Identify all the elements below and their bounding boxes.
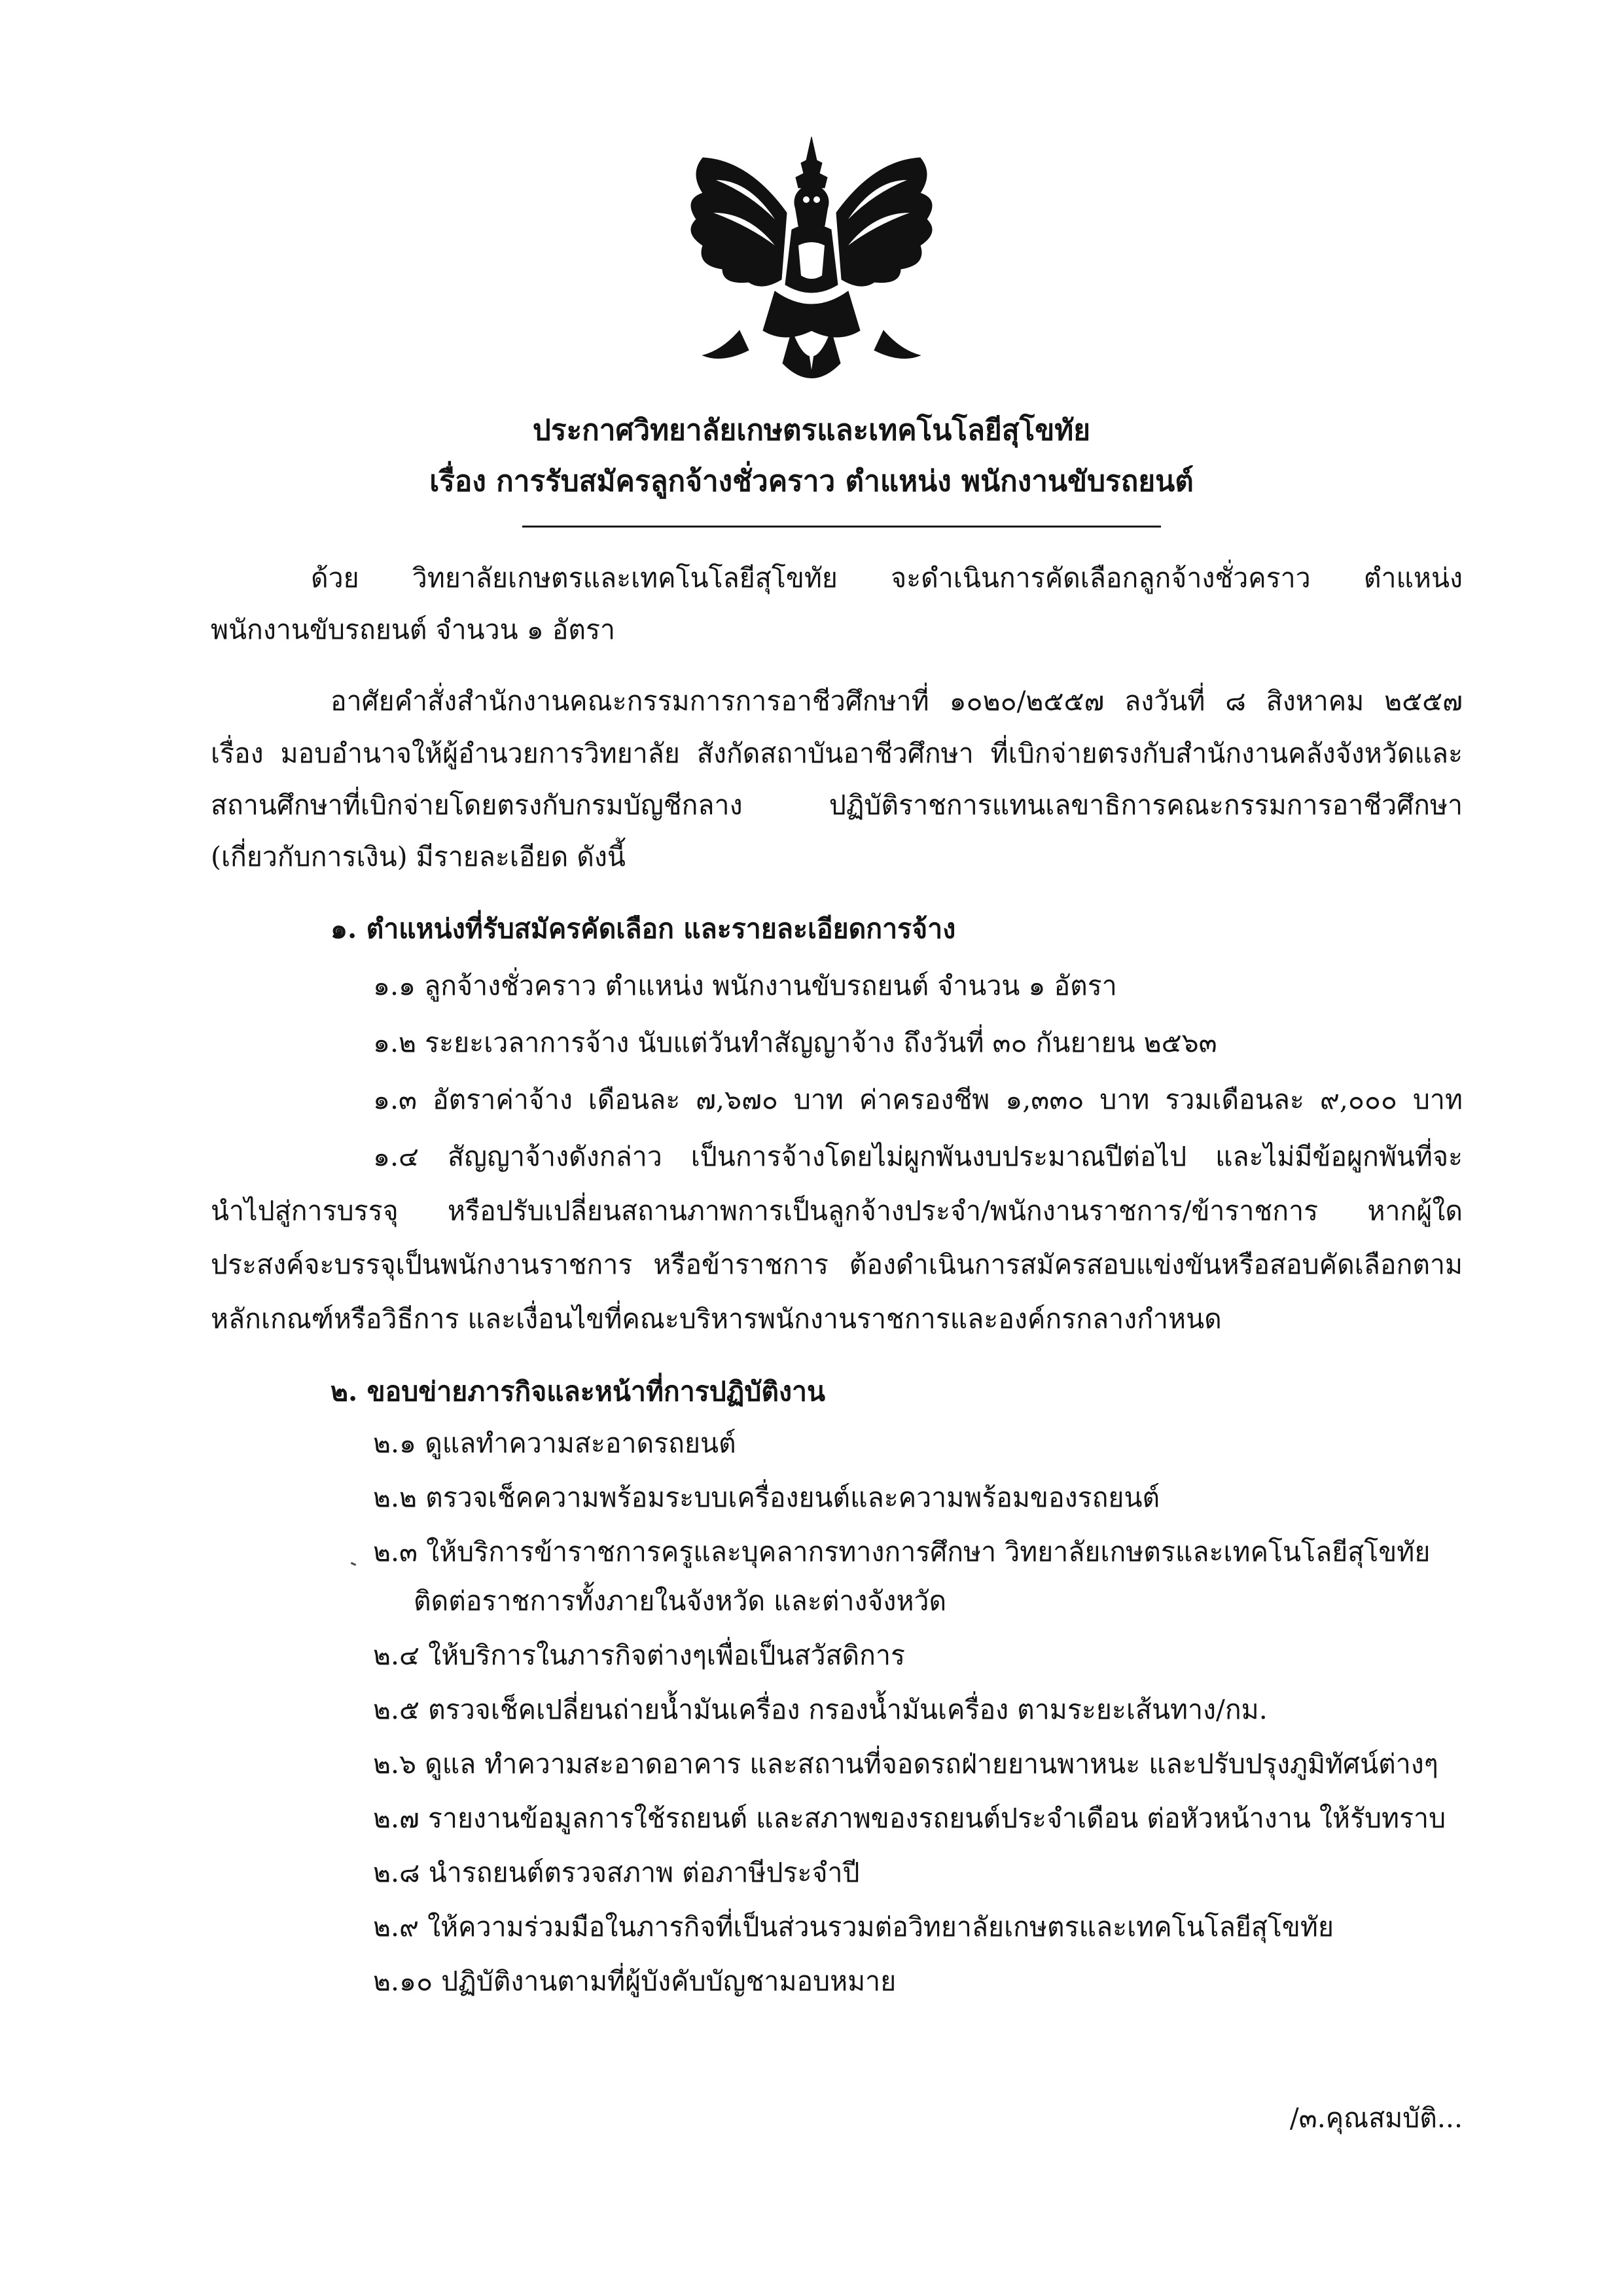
section2-item3-line1: ๒.๓ ให้บริการข้าราชการครูและบุคลากรทางการศึกษา วิทยาลัยเกษตรและเทคโนโลยีสุโขทัย (373, 1536, 1431, 1568)
section1-item4-line3: ประสงค์จะบรรจุเป็นพนักงานราชการ หรือข้าราชการ ต้องดำเนินการสมัครสอบแข่งขันหรือสอบคัดเลือกตาม (211, 1249, 1463, 1280)
intro-para2-line2: เรื่อง มอบอำนาจให้ผู้อำนวยการวิทยาลัย สังกัดสถาบันอาชีวศึกษา ที่เบิกจ่ายตรงกับสำนักงานคลังจังหวัดและ (211, 738, 1463, 769)
intro-para1-line2: พนักงานขับรถยนต์ จำนวน ๑ อัตรา (211, 614, 616, 645)
title-divider (522, 526, 1161, 528)
section1-item4-line4: หลักเกณฑ์หรือวิธีการ และเงื่อนไขที่คณะบริหารพนักงานราชการและองค์กรกลางกำหนด (211, 1303, 1222, 1335)
section2-item5: ๒.๕ ตรวจเช็คเปลี่ยนถ่ายน้ำมันเครื่อง กรองน้ำมันเครื่อง ตามระยะเส้นทาง/กม. (373, 1694, 1268, 1725)
section2-item10: ๒.๑๐ ปฏิบัติงานตามที่ผู้บังคับบัญชามอบหมาย (373, 1965, 897, 1997)
intro-para1-line1: ด้วย วิทยาลัยเกษตรและเทคโนโลยีสุโขทัย จะดำเนินการคัดเลือกลูกจ้างชั่วคราว ตำแหน่ง (311, 562, 1463, 594)
section1-item3: ๑.๓ อัตราค่าจ้าง เดือนละ ๗,๖๗๐ บาท ค่าครองชีพ ๑,๓๓๐ บาท รวมเดือนละ ๙,๐๐๐ บาท (373, 1084, 1463, 1115)
section1-item4-line1: ๑.๔ สัญญาจ้างดังกล่าว เป็นการจ้างโดยไม่ผูกพันงบประมาณปีต่อไป และไม่มีข้อผูกพันที่จะ (373, 1141, 1463, 1172)
section2-heading: ๒. ขอบข่ายภารกิจและหน้าที่การปฏิบัติงาน (330, 1376, 826, 1407)
intro-para2-line1: อาศัยคำสั่งสำนักงานคณะกรรมการการอาชีวศึกษาที่ ๑๐๒๐/๒๕๕๗ ลงวันที่ ๘ สิงหาคม ๒๕๕๗ (330, 685, 1463, 717)
announcement-title: ประกาศวิทยาลัยเกษตรและเทคโนโลยีสุโขทัย (532, 414, 1091, 447)
stray-mark (351, 1562, 357, 1566)
intro-para2-line3: สถานศึกษาที่เบิกจ่ายโดยตรงกับกรมบัญชีกลาง ปฏิบัติราชการแทนเลขาธิการคณะกรรมการอาชีวศึกษา (211, 789, 1463, 821)
section2-item7: ๒.๗ รายงานข้อมูลการใช้รถยนต์ และสภาพของรถยนต์ประจำเดือน ต่อหัวหน้างาน ให้รับทราบ (373, 1803, 1446, 1834)
section2-item3-line2: ติดต่อราชการทั้งภายในจังหวัด และต่างจังหวัด (414, 1585, 947, 1617)
section1-item4-line2: นำไปสู่การบรรจุ หรือปรับเปลี่ยนสถานภาพการเป็นลูกจ้างประจำ/พนักงานราชการ/ข้าราชการ หากผู้ใด (211, 1195, 1463, 1227)
announcement-subject: เรื่อง การรับสมัครลูกจ้างชั่วคราว ตำแหน่ง พนักงานขับรถยนต์ (429, 465, 1194, 498)
section2-item2: ๒.๒ ตรวจเช็คความพร้อมระบบเครื่องยนต์และความพร้อมของรถยนต์ (373, 1482, 1160, 1513)
section1-item2: ๑.๒ ระยะเวลาการจ้าง นับแต่วันทำสัญญาจ้าง ถึงวันที่ ๓๐ กันยายน ๒๕๖๓ (373, 1027, 1217, 1058)
continuation-note: /๓.คุณสมบัติ... (1289, 2102, 1463, 2134)
garuda-emblem-icon (677, 134, 946, 393)
section2-item9: ๒.๙ ให้ความร่วมมือในภารกิจที่เป็นส่วนรวมต่อวิทยาลัยเกษตรและเทคโนโลยีสุโขทัย (373, 1911, 1334, 1943)
section2-item1: ๒.๑ ดูแลทำความสะอาดรถยนต์ (373, 1427, 736, 1459)
section2-item4: ๒.๔ ให้บริการในภารกิจต่างๆเพื่อเป็นสวัสดิการ (373, 1640, 906, 1671)
section1-heading: ๑. ตำแหน่งที่รับสมัครคัดเลือก และรายละเอียดการจ้าง (330, 913, 956, 944)
section1-item1: ๑.๑ ลูกจ้างชั่วคราว ตำแหน่ง พนักงานขับรถยนต์ จำนวน ๑ อัตรา (373, 970, 1117, 1001)
section2-item6: ๒.๖ ดูแล ทำความสะอาดอาคาร และสถานที่จอดรถฝ่ายยานพาหนะ และปรับปรุงภูมิทัศน์ต่างๆ (373, 1748, 1438, 1780)
intro-para2-line4: (เกี่ยวกับการเงิน) มีรายละเอียด ดังนี้ (211, 841, 626, 872)
section2-item8: ๒.๘ นำรถยนต์ตรวจสภาพ ต่อภาษีประจำปี (373, 1857, 860, 1888)
